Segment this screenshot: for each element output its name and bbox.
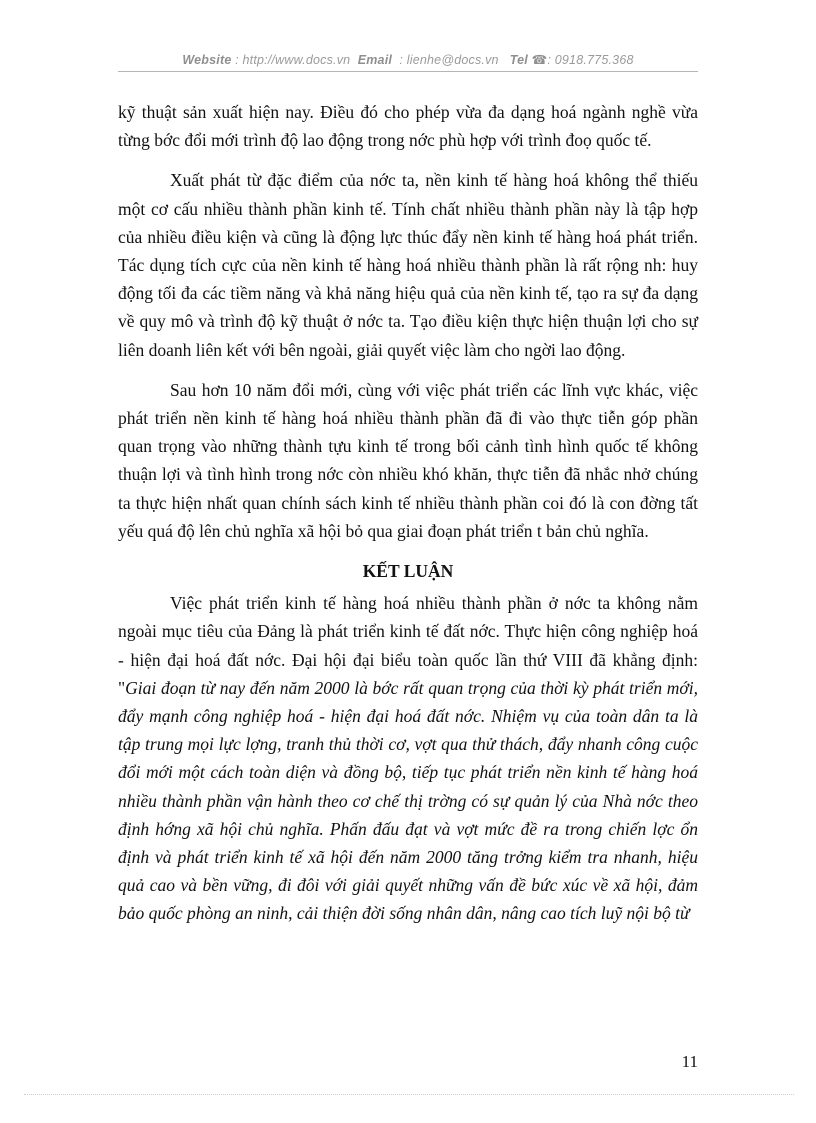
paragraph-4 [118, 589, 698, 927]
email-value: : lienhe@docs.vn [399, 53, 499, 67]
paragraph-4-quote: Giai đoạn từ nay đến năm 2000 là bớc rất quan trọng của thời kỳ phát triển mới, đẩy mạnh công nghiệp hoá - hiện đại hoá đất nớc. Nhiệm vụ của toàn dân ta là tập trung mọi lực lợng, tranh thủ thời cơ, vợt qua thử thách, đẩy nhanh công cuộc đổi mới một cách toàn diện và đồng bộ, tiếp tục phát triển nền kinh tế hàng hoá nhiều thành phần vận hành theo cơ chế thị trờng có sự quản lý của Nhà nớc theo định hớng xã hội chủ nghĩa. Phấn đấu đạt và vợt mức đề ra trong chiến lợc ổn định và phát triển kinh tế xã hội đến năm 2000 tăng trởng kiểm tra nhanh, hiệu quả cao và bền vững, đi đôi với giải quyết những vấn đề bức xúc về xã hội, đảm bảo quốc phòng an ninh, cải thiện đời sống nhân dân, nâng cao tích luỹ nội bộ từ [118, 677, 698, 924]
website-label: Website [182, 53, 232, 67]
paragraph-3: Sau hơn 10 năm đổi mới, cùng với việc phát triển các lĩnh vực khác, việc phát triển nền kinh tế hàng hoá nhiều thành phần đã đi vào thực tiễn góp phần quan trọng vào những thành tựu kinh tế trong bối cảnh tình hình quốc tế không thuận lợi và tình hình trong nớc còn nhiều khó khăn, thực tiễn đã nhắc nhở chúng ta thực hiện nhất quan chính sách kinh tế nhiều thành phần coi đó là con đờng tất yếu quá độ lên chủ nghĩa xã hội bỏ qua giai đoạn phát triển t bản chủ nghĩa. [118, 379, 698, 541]
footer-divider [24, 1094, 794, 1095]
page-header [0, 52, 816, 67]
page-number: 11 [681, 1052, 698, 1071]
email-label: Email [357, 53, 393, 67]
paragraph-2: Xuất phát từ đặc điểm của nớc ta, nền kinh tế hàng hoá không thể thiếu một cơ cấu nhiều thành phần kinh tế. Tính chất nhiều thành phần này là tập hợp của nhiều điều kiện và cũng là động lực thúc đẩy nền kinh tế hàng hoá phát triển. Tác dụng tích cực của nền kinh tế hàng hoá nhiều thành phần là rất rộng nh: huy động tối đa các tiềm năng và khả năng hiệu quả của nền kinh tế, tạo ra sự đa dạng về quy mô và trình độ kỹ thuật ở nớc ta. Tạo điều kiện thực hiện thuận lợi cho sự liên doanh liên kết với bên ngoài, giải quyết việc làm cho ngời lao động. [118, 170, 698, 360]
document-body [118, 98, 698, 940]
phone-icon: ☎ [531, 53, 548, 67]
section-heading: KẾT LUẬN [362, 561, 454, 582]
paragraph-4-text: Việc phát triển kinh tế hàng hoá nhiều thành phần ở nớc ta không nằm ngoài mục tiêu của Đảng là phát triển kinh tế đất nớc. Thực hiện công nghiệp hoá - hiện đại hoá đất nớc. Đại hội đại biểu toàn quốc lần thứ VIII đã khẳng định: " [118, 593, 698, 698]
website-value: : http://www.docs.vn [235, 53, 351, 67]
tel-label: Tel [509, 53, 528, 67]
tel-value: : 0918.775.368 [547, 53, 634, 67]
header-divider [118, 71, 698, 72]
paragraph-1: kỹ thuật sản xuất hiện nay. Điều đó cho phép vừa đa dạng hoá ngành nghề vừa từng bớc đổi mới trình độ lao động trong nớc phù hợp với trình đoọ quốc tế. [118, 102, 698, 151]
